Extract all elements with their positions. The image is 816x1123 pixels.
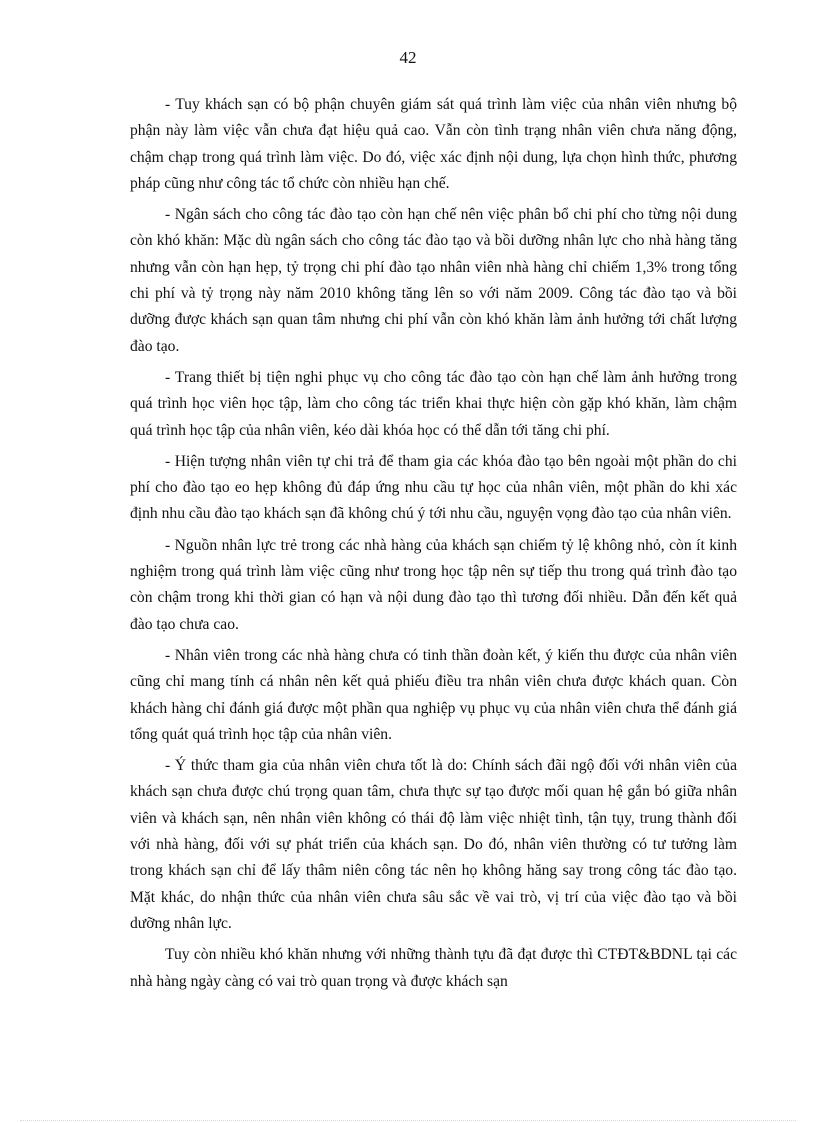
paragraph-supervision: - Tuy khách sạn có bộ phận chuyên giám sát quá trình làm việc của nhân viên nhưng bộ phận này làm việc vẫn chưa đạt hiệu quả cao. Vẫn còn tình trạng nhân viên chưa năng động, chậm chạp trong quá trình làm việc. Do đó, việc xác định nội dung, lựa chọn hình thức, phương pháp cũng như công tác tổ chức còn nhiều hạn chế. bbox=[130, 96, 737, 192]
paragraph-participation-awareness: - Ý thức tham gia của nhân viên chưa tốt là do: Chính sách đãi ngộ đối với nhân viên của khách sạn chưa được chú trọng quan tâm, chưa thực sự tạo được mối quan hệ gắn bó giữa nhân viên và khách sạn, nên nhân viên không có thái độ làm việc nhiệt tình, tận tụy, trung thành đối với nhà hàng, đối với sự phát triển của khách sạn. Do đó, nhân viên thường có tư tưởng làm trong khách sạn chỉ để lấy thâm niên công tác nên họ không hăng say trong công tác đào tạo. Mặt khác, do nhận thức của nhân viên chưa sâu sắc về vai trò, vị trí của việc đào tạo và bồi dưỡng nhân lực. bbox=[130, 757, 737, 932]
paragraph-self-funded-training: - Hiện tượng nhân viên tự chi trả để tham gia các khóa đào tạo bên ngoài một phần do chi phí cho đào tạo eo hẹp không đủ đáp ứng nhu cầu tự học của nhân viên, một phần do khi xác định nhu cầu đào tạo khách sạn đã không chú ý tới nhu cầu, nguyện vọng đào tạo của nhân viên. bbox=[130, 452, 737, 523]
paragraph-team-spirit: - Nhân viên trong các nhà hàng chưa có tinh thần đoàn kết, ý kiến thu được của nhân viên cũng chỉ mang tính cá nhân nên kết quả phiếu điều tra nhân viên chưa được khách quan. Còn khách hàng chỉ đánh giá được một phần qua nghiệp vụ phục vụ của nhân viên chưa thể đánh giá tổng quát quá trình học tập của nhân viên. bbox=[130, 646, 737, 743]
page-bottom-divider bbox=[20, 1120, 796, 1121]
body-text bbox=[130, 92, 737, 1000]
paragraph-conclusion: Tuy còn nhiều khó khăn nhưng với những thành tựu đã đạt được thì CTĐT&BDNL tại các nhà hàng ngày càng có vai trò quan trọng và được khách sạn bbox=[130, 946, 737, 990]
paragraph-young-staff: - Nguồn nhân lực trẻ trong các nhà hàng của khách sạn chiếm tỷ lệ không nhỏ, còn ít kinh nghiệm trong quá trình làm việc cũng như trong học tập nên sự tiếp thu trong quá trình đào tạo còn chậm trong khi thời gian có hạn và nội dung đào tạo thì tương đối nhiều. Dẫn đến kết quả đào tạo chưa cao. bbox=[130, 536, 737, 633]
page-number: 42 bbox=[399, 48, 417, 67]
paragraph-equipment: - Trang thiết bị tiện nghi phục vụ cho công tác đào tạo còn hạn chế làm ảnh hưởng trong quá trình học viên học tập, làm cho công tác triển khai thực hiện còn gặp khó khăn, làm chậm quá trình học tập của nhân viên, kéo dài khóa học có thể dẫn tới tăng chi phí. bbox=[130, 368, 737, 439]
paragraph-budget: - Ngân sách cho công tác đào tạo còn hạn chế nên việc phân bổ chi phí cho từng nội dung còn khó khăn: Mặc dù ngân sách cho công tác đào tạo và bồi dưỡng nhân lực cho nhà hàng tăng nhưng vẫn còn hạn hẹp, tỷ trọng chi phí đào tạo nhân viên nhà hàng chỉ chiếm 1,3% trong tổng chi phí và tỷ trọng này năm 2010 không tăng lên so với năm 2009. Công tác đào tạo và bồi dưỡng được khách sạn quan tâm nhưng chi phí vẫn còn khó khăn làm ảnh hưởng tới chất lượng đào tạo. bbox=[130, 206, 737, 355]
